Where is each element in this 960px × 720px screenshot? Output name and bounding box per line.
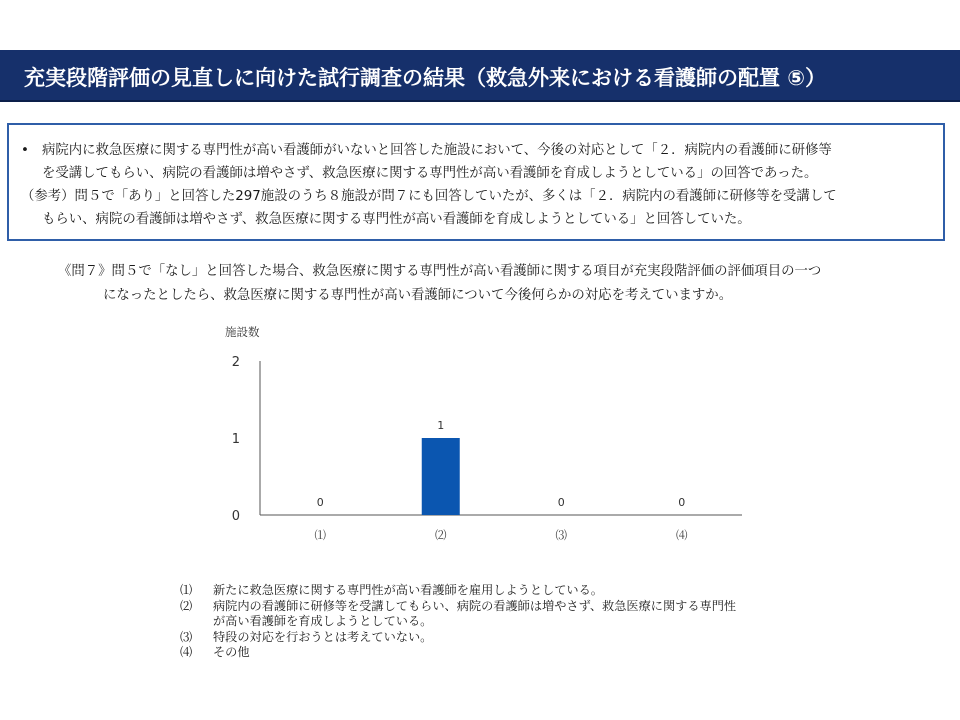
legend-item-number: ⑴ xyxy=(180,583,193,597)
y-tick-label: 1 xyxy=(231,432,240,447)
x-tick-label: ⑷ xyxy=(676,528,688,542)
data-label: 0 xyxy=(557,496,565,509)
legend-item-number: ⑵ xyxy=(180,598,193,613)
legend-item-text: 新たに救急医療に関する専門性が高い看護師を雇用しようとしている。 xyxy=(213,583,603,597)
legend-item-number: ⑶ xyxy=(180,629,193,644)
x-tick-label: ⑴ xyxy=(314,528,326,542)
y-tick-label: 0 xyxy=(231,509,240,524)
x-tick-label: ⑶ xyxy=(555,528,567,542)
legend-item-text: 病院内の看護師に研修等を受講してもらい、病院の看護師は増やさず、救急医療に関する専門性 xyxy=(213,598,737,613)
y-tick-label: 2 xyxy=(231,355,240,370)
summary-line-1: 病院内に救急医療に関する専門性が高い看護師がいないと回答した施設において、今後の対応として「２．病院内の看護師に研修等 xyxy=(42,143,832,158)
summary-line-3: （参考）問５で「あり」と回答した297施設のうち８施設が問７にも回答していたが、多くは「２．病院内の看護師に研修等を受講して xyxy=(21,189,837,204)
data-label: 1 xyxy=(437,419,445,432)
data-label: 0 xyxy=(678,496,686,509)
question-line-2: になったとしたら、救急医療に関する専門性が高い看護師について今後何らかの対応を考えていますか。 xyxy=(103,288,733,303)
bar xyxy=(422,438,460,515)
legend-item-number: ⑷ xyxy=(180,645,193,659)
legend-item-text: その他 xyxy=(213,645,250,659)
summary-line-4: もらい、病院の看護師は増やさず、救急医療に関する専門性が高い看護師を育成しようとしている」と回答していた。 xyxy=(42,212,751,227)
question-line-1: 《問７》問５で「なし」と回答した場合、救急医療に関する専門性が高い看護師に関する項目が充実段階評価の評価項目の一つ xyxy=(58,264,822,279)
y-axis-label: 施設数 xyxy=(225,325,260,339)
legend-item-text: が高い看護師を育成しようとしている。 xyxy=(213,614,433,628)
legend-item-text: 特段の対応を行おうとは考えていない。 xyxy=(213,629,433,644)
x-tick-label: ⑵ xyxy=(435,528,447,542)
summary-line-2: を受講してもらい、病院の看護師は増やさず、救急医療に関する専門性が高い看護師を育成しようとしている」の回答であった。 xyxy=(42,166,818,181)
page-title: 充実段階評価の見直しに向けた試行調査の結果（救急外来における看護師の配置 ⑤） xyxy=(24,66,827,90)
summary-bullet: • xyxy=(21,143,29,158)
data-label: 0 xyxy=(316,496,324,509)
